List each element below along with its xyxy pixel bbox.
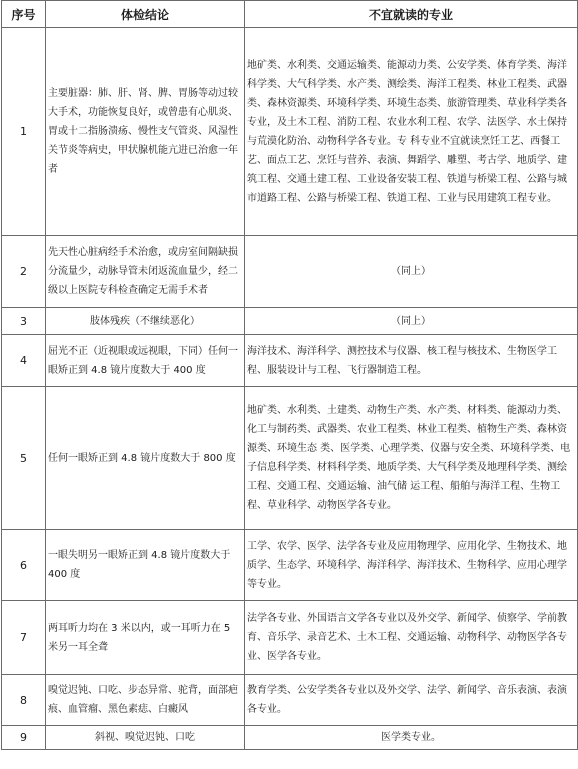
header-unsuitable-majors: 不宜就读的专业 xyxy=(245,1,578,28)
row-number: 2 xyxy=(2,236,46,308)
exam-conclusion: 嗅觉迟钝、口吃、步态异常、驼背，面部疤痕、血管瘤、黑色素痣、白癜风 xyxy=(46,675,245,726)
table-row xyxy=(2,726,578,750)
row-number: 4 xyxy=(2,335,46,387)
table-row xyxy=(2,530,578,601)
table-row xyxy=(2,335,578,387)
exam-conclusion: 任何一眼矫正到 4.8 镜片度数大于 800 度 xyxy=(46,387,245,530)
exam-conclusion: 主要脏器：肺、肝、肾、脾、胃肠等动过较大手术，功能恢复良好，或曾患有心肌炎、胃或十二指肠溃疡、慢性支气管炎、风湿性关节炎等病史，甲状腺机能亢进已治愈一年者 xyxy=(46,28,245,236)
exam-conclusion: 斜视、嗅觉迟钝、口吃 xyxy=(46,726,245,750)
row-number: 3 xyxy=(2,308,46,335)
table-row xyxy=(2,28,578,236)
table-row xyxy=(2,601,578,675)
unsuitable-majors: 地矿类、水利类、土建类、动物生产类、水产类、材料类、能源动力类、化工与制药类、武器类、农业工程类、林业工程类、植物生产类、森林资源类、环境生态 类、医学类、心理学类、仪器与安全类、环境科学类、电子信息科学类、材料科学类、地质学类、大气科学类及地理科学类、测绘工程、交通工程、交通运输、油气储 运工程、船舶与海洋工程、生物工程、草业科学、动物医学各专业。 xyxy=(245,387,578,530)
unsuitable-majors: 地矿类、水利类、交通运输类、能源动力类、公安学类、体育学类、海洋科学类、大气科学类、水产类、测绘类、海洋工程类、林业工程类、武器类、森林资源类、环境科学类、环境生态类、旅游管理类、草业科学类各专业，及土木工程、消防工程、农业水利工程、农学、法医学、水土保持与荒漠化防治、动物科学各专业。专 科专业不宜就读烹饪工艺、西餐工艺、面点工艺、烹饪与营养、表演、舞蹈学、雕塑、考古学、地质学、建筑工程、交通土建工程、工业设备安装工程、铁道与桥梁工程、公路与城市道路工程、公路与桥梁工程、铁道工程、工业与民用建筑工程专业。 xyxy=(245,28,578,236)
table-header-row xyxy=(2,1,578,28)
exam-conclusion: 先天性心脏病经手术治愈，或房室间隔缺损分流量少，动脉导管未闭返流血量少，经二级以上医院专科检查确定无需手术者 xyxy=(46,236,245,308)
unsuitable-majors: （同上） xyxy=(245,308,578,335)
unsuitable-majors: （同上） xyxy=(245,236,578,308)
row-number: 9 xyxy=(2,726,46,750)
exam-conclusion: 一眼失明另一眼矫正到 4.8 镜片度数大于 400 度 xyxy=(46,530,245,601)
header-serial-number: 序号 xyxy=(2,1,46,28)
exam-conclusion: 两耳听力均在 3 米以内，或一耳听力在 5 米另一耳全聋 xyxy=(46,601,245,675)
unsuitable-majors: 海洋技术、海洋科学、测控技术与仪器、核工程与核技术、生物医学工程、服装设计与工程、飞行器制造工程。 xyxy=(245,335,578,387)
unsuitable-majors: 工学、农学、医学、法学各专业及应用物理学、应用化学、生物技术、地质学、生态学、环境科学、海洋科学、海洋技术、生物科学、应用心理学等专业。 xyxy=(245,530,578,601)
row-number: 7 xyxy=(2,601,46,675)
row-number: 5 xyxy=(2,387,46,530)
exam-conclusion: 屈光不正（近视眼或远视眼，下同）任何一眼矫正到 4.8 镜片度数大于 400 度 xyxy=(46,335,245,387)
row-number: 8 xyxy=(2,675,46,726)
unsuitable-majors: 教育学类、公安学类各专业以及外交学、法学、新闻学、音乐表演、表演各专业。 xyxy=(245,675,578,726)
table-row xyxy=(2,675,578,726)
majors-restriction-table xyxy=(1,0,578,750)
table-row xyxy=(2,387,578,530)
unsuitable-majors: 法学各专业、外国语言文学各专业以及外交学、新闻学、侦察学、学前教育、音乐学、录音艺术、土木工程、交通运输、动物科学、动物医学各专业、医学各专业。 xyxy=(245,601,578,675)
table-row xyxy=(2,308,578,335)
row-number: 6 xyxy=(2,530,46,601)
table-row xyxy=(2,236,578,308)
unsuitable-majors: 医学类专业。 xyxy=(245,726,578,750)
exam-conclusion: 肢体残疾（不继续恶化） xyxy=(46,308,245,335)
row-number: 1 xyxy=(2,28,46,236)
header-exam-conclusion: 体检结论 xyxy=(46,1,245,28)
